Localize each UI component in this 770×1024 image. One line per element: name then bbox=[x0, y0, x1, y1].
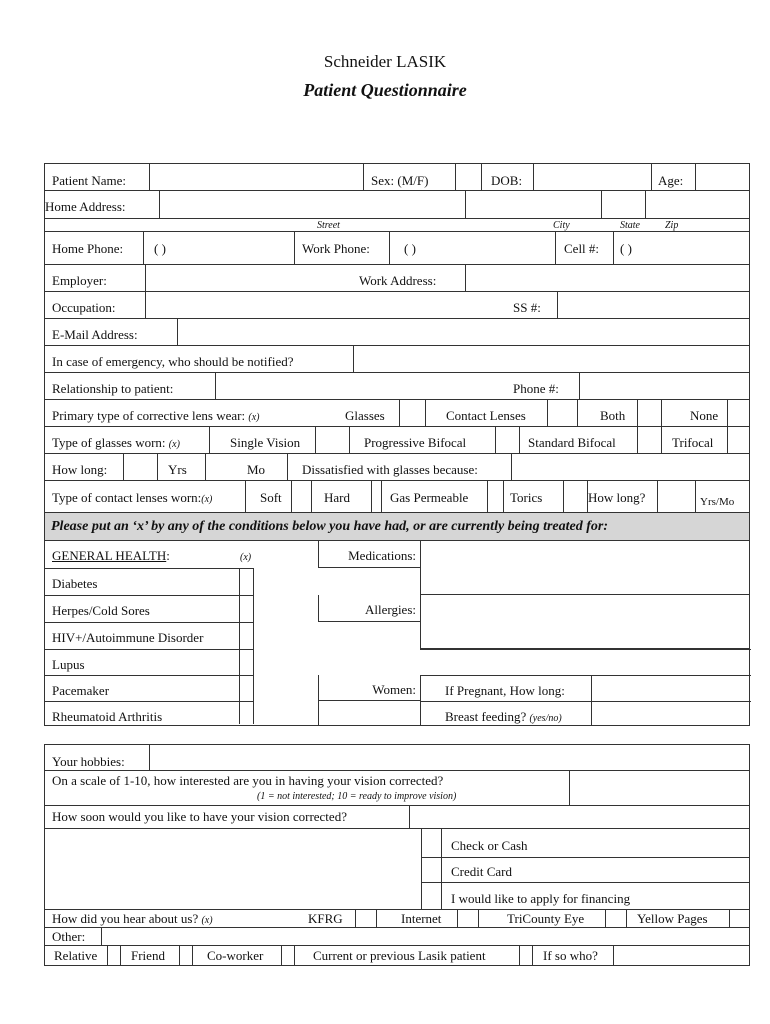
x-hint: (x) bbox=[248, 412, 260, 423]
cell-label-cell bbox=[555, 232, 613, 264]
hear-label bbox=[52, 912, 213, 928]
work-phone-field[interactable] bbox=[389, 232, 555, 264]
single-checkbox[interactable] bbox=[315, 427, 349, 453]
torics-checkbox[interactable] bbox=[563, 481, 587, 512]
other-label: Other: bbox=[52, 929, 86, 944]
work-phone-label-cell bbox=[294, 232, 389, 264]
yesno-hint: (yes/no) bbox=[529, 713, 562, 724]
allergies-label: Allergies: bbox=[364, 602, 416, 617]
home-phone-field[interactable] bbox=[143, 232, 294, 264]
if-so-who-field[interactable] bbox=[613, 946, 614, 965]
lasik-patient-label: Current or previous Lasik patient bbox=[313, 948, 486, 963]
conditions-banner bbox=[45, 513, 749, 541]
row-primary-lens bbox=[45, 400, 749, 427]
other-field[interactable] bbox=[101, 928, 749, 945]
tricounty-checkbox[interactable] bbox=[605, 910, 627, 927]
emergency-field[interactable] bbox=[353, 346, 749, 372]
soft-option bbox=[245, 481, 291, 512]
emergency-phone-field[interactable] bbox=[579, 373, 749, 399]
kfrg-checkbox[interactable] bbox=[355, 910, 377, 927]
primary-lens-text: Primary type of corrective lens wear: bbox=[52, 408, 246, 423]
divider bbox=[421, 882, 749, 883]
breast-feeding-field[interactable] bbox=[591, 701, 749, 725]
row-referral bbox=[45, 946, 749, 965]
cell-label: Cell #: bbox=[564, 241, 600, 256]
single-option bbox=[209, 427, 315, 453]
age-label: Age: bbox=[658, 173, 684, 188]
employer-label: Employer: bbox=[52, 273, 107, 288]
divider bbox=[45, 568, 254, 569]
none-label: None bbox=[690, 408, 719, 423]
work-phone-label: Work Phone: bbox=[302, 241, 370, 256]
medications-label-cell bbox=[318, 541, 421, 568]
general-health-heading bbox=[52, 549, 170, 563]
email-field[interactable] bbox=[177, 319, 749, 345]
hard-checkbox[interactable] bbox=[371, 481, 381, 512]
single-label: Single Vision bbox=[230, 435, 301, 450]
progressive-option bbox=[349, 427, 495, 453]
internet-checkbox[interactable] bbox=[457, 910, 479, 927]
both-option bbox=[577, 400, 637, 426]
cell-field[interactable] bbox=[613, 232, 749, 264]
dob-field[interactable] bbox=[533, 164, 651, 190]
phone-label: Phone #: bbox=[513, 381, 559, 396]
standard-label: Standard Bifocal bbox=[528, 435, 616, 450]
months-field[interactable] bbox=[205, 454, 239, 480]
scale-label: On a scale of 1-10, how interested are you in having your vision corrected? bbox=[52, 773, 444, 788]
soft-label: Soft bbox=[260, 490, 282, 505]
dissatisfied-cell bbox=[287, 454, 511, 480]
contact-type-text: Type of contact lenses worn: bbox=[52, 490, 202, 505]
trifocal-option bbox=[661, 427, 727, 453]
divider bbox=[45, 675, 254, 676]
dissatisfied-field[interactable] bbox=[511, 454, 749, 480]
payment-area bbox=[45, 829, 749, 909]
pregnant-label: If Pregnant, How long: bbox=[445, 683, 565, 698]
patient-name-field[interactable] bbox=[149, 164, 363, 190]
home-phone-paren: ( ) bbox=[154, 241, 166, 256]
state-field[interactable] bbox=[601, 191, 645, 218]
glasses-type-label bbox=[52, 436, 180, 452]
phone-label-cell bbox=[505, 373, 579, 399]
general-health-text: GENERAL HEALTH bbox=[52, 548, 167, 563]
clinic-name: Schneider LASIK bbox=[323, 52, 447, 71]
progressive-label: Progressive Bifocal bbox=[364, 435, 467, 450]
x-hint: (x) bbox=[240, 552, 252, 563]
work-phone-paren: ( ) bbox=[404, 241, 416, 256]
work-address-label-cell bbox=[353, 265, 465, 291]
tricounty-label: TriCounty Eye bbox=[507, 911, 585, 926]
relationship-label: Relationship to patient: bbox=[52, 381, 174, 396]
breast-feeding-label bbox=[445, 710, 562, 726]
street-field[interactable] bbox=[159, 191, 465, 218]
none-checkbox[interactable] bbox=[727, 400, 749, 426]
divider bbox=[45, 649, 254, 650]
progressive-checkbox[interactable] bbox=[495, 427, 519, 453]
x-hint: (x) bbox=[201, 494, 213, 505]
condition-herpes: Herpes/Cold Sores bbox=[52, 603, 150, 618]
dob-label: DOB: bbox=[491, 173, 523, 188]
yrs-cell bbox=[157, 454, 205, 480]
financing-label: I would like to apply for financing bbox=[451, 891, 631, 906]
coworker-label: Co-worker bbox=[207, 948, 264, 963]
street-caption: Street bbox=[317, 220, 340, 231]
torics-option bbox=[503, 481, 563, 512]
occupation-label: Occupation: bbox=[52, 300, 116, 315]
sex-label-cell bbox=[363, 164, 455, 190]
coworker-checkbox[interactable] bbox=[281, 946, 295, 965]
row-phones bbox=[45, 231, 749, 265]
row-relationship bbox=[45, 373, 749, 400]
trifocal-checkbox[interactable] bbox=[727, 427, 749, 453]
home-phone-label: Home Phone: bbox=[52, 241, 124, 256]
row-occupation bbox=[45, 292, 749, 319]
row-email bbox=[45, 319, 749, 346]
credit-card-label: Credit Card bbox=[451, 864, 513, 879]
torics-label: Torics bbox=[510, 490, 543, 505]
conditions-banner-text: Please put an ‘x’ by any of the conditions below you have had, or are currently being treated for: bbox=[51, 519, 608, 534]
kfrg-label: KFRG bbox=[308, 911, 343, 926]
standard-option bbox=[519, 427, 637, 453]
soft-checkbox[interactable] bbox=[291, 481, 311, 512]
how-long-label: How long: bbox=[52, 462, 108, 477]
divider bbox=[45, 622, 254, 623]
both-label: Both bbox=[600, 408, 626, 423]
relationship-field[interactable] bbox=[215, 373, 505, 399]
lasik-patient-checkbox[interactable] bbox=[519, 946, 533, 965]
form-title: Patient Questionnaire bbox=[303, 80, 467, 100]
mo-cell bbox=[239, 454, 287, 480]
women-field[interactable] bbox=[318, 701, 421, 725]
sex-field[interactable] bbox=[455, 164, 481, 190]
relative-checkbox[interactable] bbox=[107, 946, 121, 965]
dissatisfied-label: Dissatisfied with glasses because: bbox=[302, 462, 478, 477]
glasses-type-text: Type of glasses worn: bbox=[52, 435, 166, 450]
gas-label: Gas Permeable bbox=[390, 490, 469, 505]
contacts-duration-field[interactable] bbox=[657, 481, 695, 512]
row-address bbox=[45, 191, 749, 219]
trifocal-label: Trifocal bbox=[672, 435, 714, 450]
dob-label-cell bbox=[481, 164, 533, 190]
how-long2-label: How long? bbox=[588, 490, 646, 505]
state-caption: State bbox=[620, 220, 640, 231]
general-colon: : bbox=[166, 548, 170, 563]
women-label-cell bbox=[318, 675, 421, 701]
gas-checkbox[interactable] bbox=[487, 481, 503, 512]
age-label-cell bbox=[651, 164, 695, 190]
condition-pacemaker: Pacemaker bbox=[52, 683, 110, 698]
contacts-option bbox=[425, 400, 547, 426]
scale-note: (1 = not interested; 10 = ready to improve vision) bbox=[257, 791, 457, 802]
home-address-label: Home Address: bbox=[45, 199, 126, 214]
gas-option bbox=[381, 481, 487, 512]
how-soon-field[interactable] bbox=[409, 806, 749, 828]
city-field[interactable] bbox=[465, 191, 601, 218]
breast-feeding-text: Breast feeding? bbox=[445, 709, 527, 724]
patient-info-section bbox=[44, 163, 750, 726]
sex-label: Sex: (M/F) bbox=[371, 173, 429, 188]
occupation-field[interactable] bbox=[145, 292, 501, 318]
row-other bbox=[45, 928, 749, 946]
yellow-pages-checkbox[interactable] bbox=[729, 910, 749, 927]
allergies-field[interactable] bbox=[420, 595, 749, 649]
check-cash-label: Check or Cash bbox=[451, 838, 528, 853]
primary-lens-label bbox=[52, 409, 259, 425]
contacts-checkbox[interactable] bbox=[547, 400, 577, 426]
both-checkbox[interactable] bbox=[637, 400, 661, 426]
email-label: E-Mail Address: bbox=[52, 327, 138, 342]
how-soon-label: How soon would you like to have your vision corrected? bbox=[52, 809, 347, 824]
age-field[interactable] bbox=[695, 164, 749, 190]
row-emergency bbox=[45, 346, 749, 373]
row-how-soon bbox=[45, 806, 749, 829]
work-address-label: Work Address: bbox=[359, 273, 437, 288]
condition-lupus: Lupus bbox=[52, 657, 85, 672]
yrsmo-label: Yrs/Mo bbox=[700, 496, 735, 508]
allergies-label-cell bbox=[318, 595, 421, 622]
divider bbox=[420, 649, 751, 650]
hard-option bbox=[311, 481, 371, 512]
ss-field[interactable] bbox=[557, 292, 749, 318]
friend-checkbox[interactable] bbox=[179, 946, 193, 965]
yrs-label: Yrs bbox=[168, 462, 187, 477]
medications-label: Medications: bbox=[348, 548, 416, 563]
friend-label: Friend bbox=[131, 948, 165, 963]
condition-ra: Rheumatoid Arthritis bbox=[52, 709, 163, 724]
hear-text: How did you hear about us? bbox=[52, 911, 199, 926]
work-address-field[interactable] bbox=[465, 265, 749, 291]
medications-field[interactable] bbox=[420, 541, 749, 595]
years-field[interactable] bbox=[123, 454, 157, 480]
emergency-label: In case of emergency, who should be notified? bbox=[52, 354, 294, 369]
women-label: Women: bbox=[372, 682, 416, 697]
yrsmo-cell bbox=[695, 481, 749, 512]
row-employer bbox=[45, 265, 749, 292]
x-hint: (x) bbox=[168, 439, 180, 450]
ss-label-cell bbox=[501, 292, 557, 318]
standard-checkbox[interactable] bbox=[637, 427, 661, 453]
mo-label: Mo bbox=[247, 462, 266, 477]
row-hear bbox=[45, 909, 749, 928]
none-option bbox=[661, 400, 727, 426]
contacts-label: Contact Lenses bbox=[446, 408, 526, 423]
x-hint: (x) bbox=[201, 915, 213, 926]
hobbies-label: Your hobbies: bbox=[52, 754, 125, 769]
city-caption: City bbox=[553, 220, 570, 231]
row-contact-type bbox=[45, 481, 749, 513]
employer-field[interactable] bbox=[145, 265, 353, 291]
zip-field[interactable] bbox=[645, 191, 749, 218]
divider bbox=[45, 701, 254, 702]
cell-paren: ( ) bbox=[620, 241, 632, 256]
condition-diabetes: Diabetes bbox=[52, 576, 98, 591]
conditions-checkbox-column[interactable] bbox=[239, 568, 254, 724]
hobbies-field[interactable] bbox=[149, 745, 749, 770]
yellow-pages-label: Yellow Pages bbox=[637, 911, 708, 926]
payment-checkbox-column[interactable] bbox=[421, 829, 442, 909]
row-hobbies bbox=[45, 745, 749, 771]
glasses-checkbox[interactable] bbox=[399, 400, 425, 426]
divider bbox=[421, 857, 749, 858]
hard-label: Hard bbox=[324, 490, 350, 505]
if-so-who-label: If so who? bbox=[543, 948, 598, 963]
patient-name-label: Patient Name: bbox=[52, 173, 127, 188]
pregnant-field[interactable] bbox=[591, 675, 749, 701]
internet-label: Internet bbox=[401, 911, 442, 926]
glasses-label: Glasses bbox=[345, 408, 385, 423]
glasses-option bbox=[299, 400, 385, 426]
row-scale bbox=[45, 771, 749, 806]
preferences-section bbox=[44, 744, 750, 966]
divider bbox=[45, 595, 254, 596]
condition-hiv: HIV+/Autoimmune Disorder bbox=[52, 630, 204, 645]
conditions-grid bbox=[45, 541, 749, 725]
row-name bbox=[45, 164, 749, 191]
zip-caption: Zip bbox=[665, 220, 679, 231]
relative-label: Relative bbox=[54, 948, 98, 963]
row-how-long bbox=[45, 454, 749, 481]
contact-type-label bbox=[52, 491, 212, 507]
scale-field[interactable] bbox=[569, 771, 623, 805]
row-glasses-type bbox=[45, 427, 749, 454]
ss-label: SS #: bbox=[513, 300, 541, 315]
